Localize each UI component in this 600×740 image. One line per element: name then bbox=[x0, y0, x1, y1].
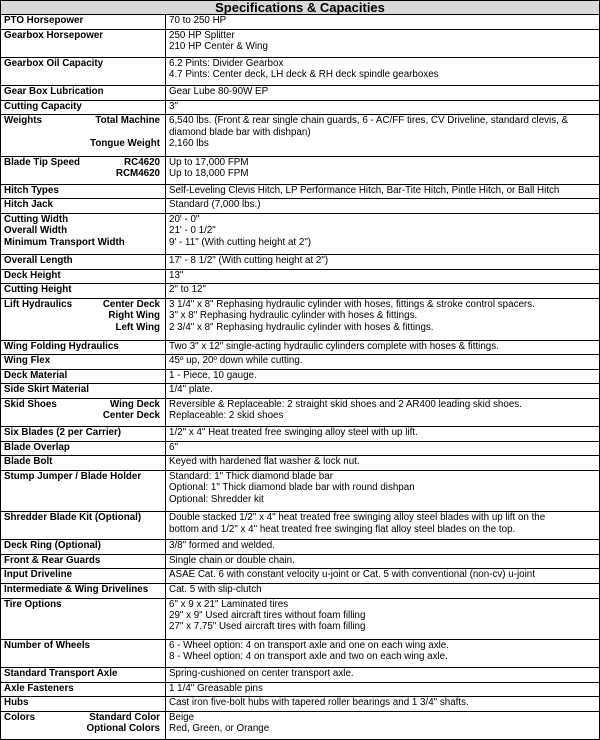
spec-label-cell bbox=[1, 355, 166, 370]
spec-sublabel bbox=[160, 284, 162, 295]
spec-label-line bbox=[4, 101, 162, 112]
spec-label-cell bbox=[1, 255, 166, 270]
spec-sublabel bbox=[160, 384, 162, 395]
spec-label-line bbox=[4, 237, 162, 248]
spec-label-cell bbox=[1, 512, 166, 540]
spec-value-cell bbox=[166, 184, 600, 199]
spec-label-cell bbox=[1, 639, 166, 667]
spec-row bbox=[1, 540, 600, 555]
spec-label-cell bbox=[1, 598, 166, 639]
spec-sublabel bbox=[160, 569, 162, 580]
spec-label: Overall Width bbox=[4, 225, 68, 237]
spec-label: Axle Fasteners bbox=[4, 682, 74, 694]
spec-value-cell bbox=[166, 583, 600, 598]
spec-row bbox=[1, 583, 600, 598]
spec-label: PTO Horsepower bbox=[4, 15, 84, 27]
spec-value: 2" to 12" bbox=[169, 284, 206, 296]
spec-value: Double stacked 1/2" x 4" heat treated free swinging alloy steel blades with up lift on the bbox=[169, 512, 546, 524]
spec-label-line bbox=[4, 225, 162, 236]
spec-label-cell bbox=[1, 569, 166, 584]
spec-label-line bbox=[4, 683, 162, 694]
spec-sublabel: RC4620 bbox=[124, 156, 160, 168]
spec-row bbox=[1, 512, 600, 540]
spec-value: Keyed with hardened flat washer & lock nut. bbox=[169, 456, 360, 468]
spec-sublabel: Wing Deck bbox=[110, 398, 160, 410]
spec-label: Hitch Jack bbox=[4, 199, 54, 211]
spec-value: Self-Leveling Clevis Hitch, LP Performance Hitch, Bar-Tite Hitch, Pintle Hitch, or Ball Hitch bbox=[169, 184, 560, 196]
spec-label-line bbox=[4, 322, 162, 333]
spec-label-line bbox=[4, 512, 162, 523]
spec-value: bottom and 1/2" x 4" heat treated free swinging flat alloy steel blades on the top. bbox=[169, 523, 516, 535]
spec-value: 45º up, 20º down while cutting. bbox=[169, 355, 303, 367]
table-title: Specifications & Capacities bbox=[1, 1, 600, 15]
spec-row bbox=[1, 639, 600, 667]
spec-sublabel bbox=[160, 58, 162, 69]
spec-label-cell bbox=[1, 682, 166, 697]
spec-label-cell bbox=[1, 441, 166, 456]
spec-label-line bbox=[4, 712, 162, 723]
spec-row bbox=[1, 554, 600, 569]
spec-label-line bbox=[4, 199, 162, 210]
spec-value: 17' - 8 1/2" (With cutting height at 2") bbox=[169, 255, 329, 267]
spec-label-cell bbox=[1, 58, 166, 86]
spec-value-cell bbox=[166, 639, 600, 667]
spec-label-line bbox=[4, 127, 162, 138]
spec-row bbox=[1, 340, 600, 355]
spec-sublabel bbox=[160, 341, 162, 352]
spec-sublabel: Right Wing bbox=[108, 310, 160, 322]
spec-value: 6" bbox=[169, 441, 178, 453]
spec-sublabel bbox=[160, 427, 162, 438]
spec-value: 6" x 9 x 21" Laminated tires bbox=[169, 598, 289, 610]
spec-label-cell bbox=[1, 456, 166, 471]
spec-row bbox=[1, 184, 600, 199]
spec-row bbox=[1, 569, 600, 584]
spec-value: 4.7 Pints: Center deck, LH deck & RH deck spindle gearboxes bbox=[169, 69, 439, 81]
spec-sublabel: Center Deck bbox=[102, 410, 160, 422]
spec-row bbox=[1, 269, 600, 284]
spec-label-line bbox=[4, 255, 162, 266]
spec-label-cell bbox=[1, 554, 166, 569]
spec-value-cell bbox=[166, 284, 600, 299]
spec-row bbox=[1, 384, 600, 399]
spec-label-cell bbox=[1, 30, 166, 58]
spec-value: Single chain or double chain. bbox=[169, 554, 295, 566]
spec-label-line bbox=[4, 456, 162, 467]
spec-label-cell bbox=[1, 115, 166, 156]
spec-value: 21' - 0 1/2" bbox=[169, 225, 216, 237]
spec-label: Lift Hydraulics bbox=[4, 299, 73, 311]
spec-value-cell bbox=[166, 86, 600, 101]
spec-value: 6,540 lbs. (Front & rear single chain guards, 6 - AC/FF tires, CV Driveline, standard clevis, & bbox=[169, 115, 569, 127]
spec-value-cell bbox=[166, 199, 600, 214]
spec-sublabel: Center Deck bbox=[102, 299, 160, 311]
spec-sublabel bbox=[160, 86, 162, 97]
spec-label-line bbox=[4, 341, 162, 352]
spec-label-line bbox=[4, 168, 162, 179]
spec-label: Deck Ring (Optional) bbox=[4, 540, 101, 552]
spec-row bbox=[1, 711, 600, 739]
spec-value: Optional: Shredder kit bbox=[169, 493, 264, 505]
spec-row bbox=[1, 299, 600, 340]
spec-label-line bbox=[4, 697, 162, 708]
spec-label-cell bbox=[1, 711, 166, 739]
spec-value: 1 1/4" Greasable pins bbox=[169, 682, 263, 694]
spec-rows bbox=[1, 15, 600, 740]
spec-label: Cutting Capacity bbox=[4, 100, 82, 112]
spec-value: Beige bbox=[169, 711, 195, 723]
spec-row bbox=[1, 86, 600, 101]
spec-sublabel bbox=[160, 640, 162, 651]
spec-label-line bbox=[4, 399, 162, 410]
spec-value: 27" x 7.75" Used aircraft tires with foam filling bbox=[169, 621, 366, 633]
spec-value: 8 - Wheel option: 4 on transport axle and two on each wing axle. bbox=[169, 651, 448, 663]
spec-label: Minimum Transport Width bbox=[4, 236, 125, 248]
spec-value-cell bbox=[166, 711, 600, 739]
spec-value-cell bbox=[166, 598, 600, 639]
spec-sublabel bbox=[160, 599, 162, 610]
spec-value: 2,160 lbs bbox=[169, 138, 209, 150]
spec-label-cell bbox=[1, 470, 166, 511]
spec-label-line bbox=[4, 15, 162, 26]
spec-label: Blade Bolt bbox=[4, 456, 53, 468]
spec-row bbox=[1, 456, 600, 471]
spec-value: 6.2 Pints: Divider Gearbox bbox=[169, 58, 284, 70]
spec-label: Gear Box Lubrication bbox=[4, 86, 104, 98]
spec-value-cell bbox=[166, 255, 600, 270]
spec-sublabel bbox=[160, 584, 162, 595]
spec-label-line bbox=[4, 599, 162, 610]
spec-value-cell bbox=[166, 384, 600, 399]
spec-label: Intermediate & Wing Drivelines bbox=[4, 583, 149, 595]
spec-row bbox=[1, 100, 600, 115]
spec-value: Cat. 5 with slip-clutch bbox=[169, 583, 262, 595]
spec-row bbox=[1, 199, 600, 214]
spec-value: Spring-cushioned on center transport axle. bbox=[169, 667, 354, 679]
spec-value: Gear Lube 80-90W EP bbox=[169, 86, 269, 98]
spec-label: Number of Wheels bbox=[4, 639, 91, 651]
spec-row bbox=[1, 115, 600, 156]
spec-sublabel: RCM4620 bbox=[115, 168, 160, 180]
spec-row bbox=[1, 598, 600, 639]
spec-row bbox=[1, 470, 600, 511]
spec-label: Weights bbox=[4, 115, 42, 127]
spec-sublabel bbox=[160, 101, 162, 112]
spec-label-line bbox=[4, 584, 162, 595]
spec-sublabel bbox=[160, 471, 162, 482]
spec-sublabel bbox=[160, 512, 162, 523]
spec-label-cell bbox=[1, 540, 166, 555]
spec-value: Reversible & Replaceable: 2 straight skid shoes and 2 AR400 leading skid shoes. bbox=[169, 398, 522, 410]
spec-label-line bbox=[4, 555, 162, 566]
spec-label-line bbox=[4, 214, 162, 225]
spec-value-cell bbox=[166, 156, 600, 184]
spec-sublabel: Optional Colors bbox=[86, 723, 160, 735]
spec-sublabel bbox=[160, 127, 162, 138]
spec-label: Front & Rear Guards bbox=[4, 554, 101, 566]
spec-row bbox=[1, 398, 600, 426]
spec-label: Wing Flex bbox=[4, 355, 51, 367]
spec-value: Standard: 1" Thick diamond blade bar bbox=[169, 470, 333, 482]
spec-sublabel bbox=[160, 270, 162, 281]
spec-label-cell bbox=[1, 398, 166, 426]
spec-label-line bbox=[4, 270, 162, 281]
spec-row bbox=[1, 156, 600, 184]
spec-sublabel bbox=[160, 225, 162, 236]
spec-label: Hitch Types bbox=[4, 184, 59, 196]
spec-row bbox=[1, 213, 600, 254]
spec-label-line bbox=[4, 284, 162, 295]
spec-value: Replaceable: 2 skid shoes bbox=[169, 410, 284, 422]
spec-value: Standard (7,000 lbs.) bbox=[169, 199, 261, 211]
spec-label-cell bbox=[1, 15, 166, 30]
spec-value: Optional: 1" Thick diamond blade bar with round dishpan bbox=[169, 482, 415, 494]
spec-value: Cast iron five-bolt hubs with tapered roller bearings and 1 3/4" shafts. bbox=[169, 697, 469, 709]
spec-row bbox=[1, 58, 600, 86]
spec-value-cell bbox=[166, 456, 600, 471]
spec-label: Colors bbox=[4, 711, 36, 723]
spec-value: 2 3/4" x 8" Rephasing hydraulic cylinder with hoses & fittings. bbox=[169, 321, 434, 333]
spec-label: Skid Shoes bbox=[4, 398, 57, 410]
spec-value: 29" x 9" Used aircraft tires without foam filling bbox=[169, 609, 366, 621]
spec-value-cell bbox=[166, 540, 600, 555]
spec-value-cell bbox=[166, 470, 600, 511]
spec-row bbox=[1, 15, 600, 30]
spec-value: 3" bbox=[169, 100, 178, 112]
spec-value: 1/4" plate. bbox=[169, 384, 213, 396]
spec-sublabel bbox=[160, 15, 162, 26]
spec-label-line bbox=[4, 86, 162, 97]
spec-value-cell bbox=[166, 569, 600, 584]
spec-label: Deck Height bbox=[4, 269, 61, 281]
spec-sublabel: Total Machine bbox=[95, 115, 160, 127]
spec-value: ASAE Cat. 6 with constant velocity u-joint or Cat. 5 with conventional (non-cv) u-joint bbox=[169, 569, 535, 581]
spec-value: 6 - Wheel option: 4 on transport axle and one on each wing axle. bbox=[169, 639, 449, 651]
spec-sublabel bbox=[160, 668, 162, 679]
spec-row bbox=[1, 369, 600, 384]
spec-label-cell bbox=[1, 667, 166, 682]
spec-value: 9' - 11" (With cutting height at 2") bbox=[169, 236, 312, 248]
spec-row bbox=[1, 355, 600, 370]
spec-label-line bbox=[4, 30, 162, 41]
spec-label-cell bbox=[1, 426, 166, 441]
spec-value: Two 3" x 12" single-acting hydraulic cylinders complete with hoses & fittings. bbox=[169, 340, 499, 352]
spec-label-line bbox=[4, 427, 162, 438]
spec-label-line bbox=[4, 355, 162, 366]
spec-value-cell bbox=[166, 682, 600, 697]
spec-label: Overall Length bbox=[4, 255, 73, 267]
spec-label: Cutting Height bbox=[4, 284, 72, 296]
spec-sublabel bbox=[160, 214, 162, 225]
spec-row bbox=[1, 255, 600, 270]
spec-value-cell bbox=[166, 369, 600, 384]
spec-label-line bbox=[4, 58, 162, 69]
spec-value-cell bbox=[166, 269, 600, 284]
spec-sublabel: Tongue Weight bbox=[90, 138, 160, 150]
spec-label-line bbox=[4, 471, 162, 482]
spec-value: 13" bbox=[169, 269, 184, 281]
spec-label: Stump Jumper / Blade Holder bbox=[4, 470, 142, 482]
spec-label-line bbox=[4, 384, 162, 395]
spec-row bbox=[1, 426, 600, 441]
spec-label-line bbox=[4, 370, 162, 381]
spec-label-cell bbox=[1, 184, 166, 199]
spec-value-cell bbox=[166, 697, 600, 712]
spec-value-cell bbox=[166, 426, 600, 441]
spec-label-cell bbox=[1, 369, 166, 384]
spec-label-line bbox=[4, 185, 162, 196]
spec-label bbox=[4, 127, 7, 138]
spec-label: Side Skirt Material bbox=[4, 384, 89, 396]
spec-sublabel bbox=[160, 540, 162, 551]
spec-label-cell bbox=[1, 269, 166, 284]
spec-label-line bbox=[4, 410, 162, 421]
spec-label-cell bbox=[1, 199, 166, 214]
spec-label: Standard Transport Axle bbox=[4, 667, 118, 679]
spec-row bbox=[1, 284, 600, 299]
spec-value-cell bbox=[166, 115, 600, 156]
table-header-row bbox=[1, 1, 600, 15]
spec-sublabel: Left Wing bbox=[115, 321, 160, 333]
spec-value-cell bbox=[166, 667, 600, 682]
spec-sublabel bbox=[160, 370, 162, 381]
spec-value: 3 1/4" x 8" Rephasing hydraulic cylinder with hoses, fittings & stroke control spacers. bbox=[169, 299, 535, 311]
spec-label: Blade Tip Speed bbox=[4, 156, 81, 168]
spec-label: Shredder Blade Kit (Optional) bbox=[4, 512, 142, 524]
spec-sublabel bbox=[160, 697, 162, 708]
spec-value: 250 HP Splitter bbox=[169, 30, 235, 41]
spec-value-cell bbox=[166, 554, 600, 569]
spec-label-cell bbox=[1, 86, 166, 101]
spec-sublabel bbox=[160, 555, 162, 566]
spec-row bbox=[1, 441, 600, 456]
spec-sublabel bbox=[160, 355, 162, 366]
spec-sublabel bbox=[160, 199, 162, 210]
spec-value: 20' - 0" bbox=[169, 213, 200, 225]
spec-row bbox=[1, 30, 600, 58]
spec-label-line bbox=[4, 310, 162, 321]
spec-row bbox=[1, 667, 600, 682]
spec-value-cell bbox=[166, 15, 600, 30]
spec-sublabel bbox=[160, 442, 162, 453]
spec-value-cell bbox=[166, 100, 600, 115]
spec-label-cell bbox=[1, 284, 166, 299]
spec-sublabel bbox=[160, 683, 162, 694]
spec-value-cell bbox=[166, 355, 600, 370]
spec-label: Wing Folding Hydraulics bbox=[4, 340, 119, 352]
spec-value: 210 HP Center & Wing bbox=[169, 41, 268, 53]
spec-value: Up to 17,000 FPM bbox=[169, 156, 249, 168]
spec-label: Blade Overlap bbox=[4, 441, 70, 453]
spec-label-cell bbox=[1, 156, 166, 184]
spec-label-cell bbox=[1, 384, 166, 399]
spec-value-cell bbox=[166, 512, 600, 540]
spec-label-cell bbox=[1, 583, 166, 598]
spec-label-cell bbox=[1, 697, 166, 712]
spec-label-line bbox=[4, 668, 162, 679]
spec-value: 3/8" formed and welded. bbox=[169, 540, 275, 552]
spec-label-cell bbox=[1, 340, 166, 355]
spec-label: Hubs bbox=[4, 697, 29, 709]
spec-value: 1/2" x 4" Heat treated free swinging alloy steel with up lift. bbox=[169, 426, 418, 438]
spec-label-line bbox=[4, 138, 162, 149]
spec-value-cell bbox=[166, 30, 600, 58]
spec-sublabel bbox=[160, 30, 162, 41]
spec-value-cell bbox=[166, 340, 600, 355]
spec-row bbox=[1, 697, 600, 712]
spec-label-line bbox=[4, 723, 162, 734]
spec-label-cell bbox=[1, 213, 166, 254]
spec-sublabel bbox=[160, 456, 162, 467]
spec-label-line bbox=[4, 640, 162, 651]
spec-label-cell bbox=[1, 100, 166, 115]
spec-value: 70 to 250 HP bbox=[169, 15, 227, 27]
spec-label-line bbox=[4, 442, 162, 453]
spec-label-line bbox=[4, 540, 162, 551]
spec-label: Gearbox Oil Capacity bbox=[4, 58, 104, 70]
spec-sublabel: Standard Color bbox=[89, 711, 160, 723]
spec-label: Gearbox Horsepower bbox=[4, 30, 104, 41]
spec-label: Deck Material bbox=[4, 369, 68, 381]
spec-sublabel bbox=[160, 255, 162, 266]
spec-value-cell bbox=[166, 441, 600, 456]
spec-label: Input Driveline bbox=[4, 569, 73, 581]
spec-value-cell bbox=[166, 58, 600, 86]
spec-label: Six Blades (2 per Carrier) bbox=[4, 426, 122, 438]
spec-value: 3" x 8" Rephasing hydraulic cylinder with hoses & fittings. bbox=[169, 310, 418, 322]
spec-sublabel bbox=[160, 237, 162, 248]
spec-label: Tire Options bbox=[4, 598, 62, 610]
spec-label-cell bbox=[1, 299, 166, 340]
spec-label-line bbox=[4, 569, 162, 580]
spec-value: Red, Green, or Orange bbox=[169, 723, 270, 735]
spec-value: 1 - Piece, 10 gauge. bbox=[169, 369, 257, 381]
spec-label-line bbox=[4, 115, 162, 126]
spec-value-cell bbox=[166, 213, 600, 254]
spec-value: diamond blade bar with dishpan) bbox=[169, 126, 311, 138]
spec-label: Cutting Width bbox=[4, 213, 69, 225]
spec-label-line bbox=[4, 157, 162, 168]
spec-value-cell bbox=[166, 398, 600, 426]
spec-label-line bbox=[4, 299, 162, 310]
spec-row bbox=[1, 682, 600, 697]
spec-value: Up to 18,000 FPM bbox=[169, 168, 249, 180]
spec-sublabel bbox=[160, 185, 162, 196]
spec-value-cell bbox=[166, 299, 600, 340]
